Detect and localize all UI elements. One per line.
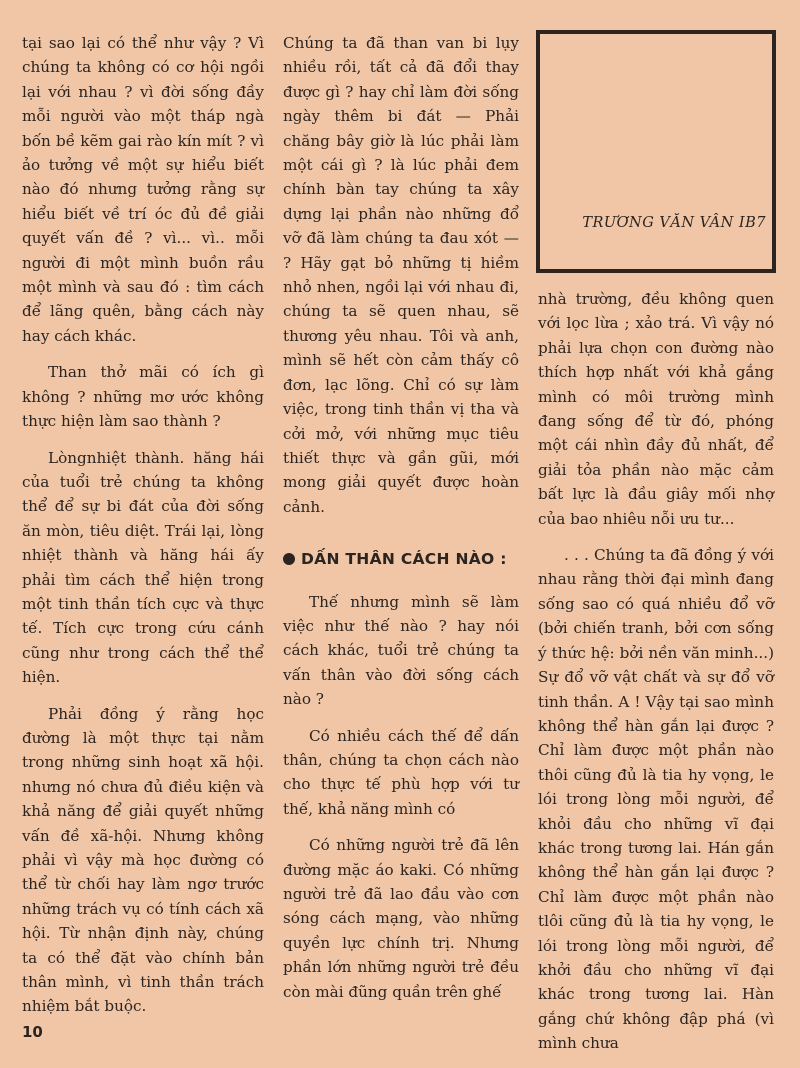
article-column-1 xyxy=(22,31,264,1031)
paragraph: Có những người trẻ đã lên đường mặc áo kaki. Có những người trẻ đã lao đầu vào cơn sóng cách mạng, vào những quyền lực chính trị. Nhưng phần lớn những người trẻ đều còn mài đũng quần trên ghế xyxy=(283,836,519,1001)
author-byline: TRƯƠNG VĂN VÂN IB7 xyxy=(582,215,766,231)
paragraph: Phải đồng ý rằng học đường là một thực tại nằm trong những sinh hoạt xã hội. nhưng nó chưa đủ điều kiện và khả năng để giải quyết những vấn đề xã-hội. Nhưng không phải vì vậy mà học đường có thể từ chối hay làm ngơ trước những trách vụ có tính cách xã hội. Từ nhận định này, chúng ta có thể đặt vào chính bản thân mình, vì tinh thần trách nhiệm bắt buộc. xyxy=(22,704,264,1016)
paragraph: Thế nhưng mình sẽ làm việc như thế nào ? hay nói cách khác, tuổi trẻ chúng ta vấn thân vào đời sống cách nào ? xyxy=(283,592,519,709)
paragraph: Than thở mãi có ích gì không ? những mơ ước không thực hiện làm sao thành ? xyxy=(22,363,264,431)
page-number: 10 xyxy=(22,1023,43,1041)
paragraph: Lòngnhiệt thành. hăng hái của tuổi trẻ chúng ta không thể để sự bi đát của đời sống ăn mòn, tiêu diệt. Trái lại, lòng nhiệt thành và hăng hái ấy phải tìm cách thể hiện trong một tinh thần tích cực và thực tế. Tích cực trong cứu cánh cũng như trong cách thể thể hiện. xyxy=(22,448,264,687)
paragraph: Chúng ta đã than van bi lụy nhiều rồi, tất cả đã đổi thay được gì ? hay chỉ làm đời sống ngày thêm bi đát — Phải chăng bây giờ là lúc phải làm một cái gì ? là lúc phải đem chính bàn tay chúng ta xây dựng lại phần nào những đổ vỡ đã làm chúng ta đau xót — ? Hãy gạt bỏ những tị hiềm nhỏ nhen, ngồi lại với nhau đi, chúng ta sẽ quen nhau, sẽ thương yêu nhau. Tôi và anh, mình sẽ hết còn cảm thấy cô đơn, lạc lõng. Chỉ có sự làm việc, trong tinh thần vị tha và cởi mở, với những mục tiêu thiết thực và gần gũi, mới mong giải quyết được hoàn cảnh. xyxy=(283,34,519,516)
paragraph: tại sao lại có thể như vậy ? Vì chúng ta không có cơ hội ngồi lại với nhau ? vì đời sống đầy mỗi người vào một tháp ngà bốn bề kẽm gai rào kín mít ? vì ảo tưởng về một sự hiểu biết nào đó nhưng tưởng rằng sự hiểu biết về trí óc đủ đề giải quyết vấn đề ? vì... vì.. mỗi người đi một mình buồn rầu một mình và sau đó : tìm cách để lãng quên, bằng cách này hay cách khác. xyxy=(22,34,264,345)
article-column-3 xyxy=(538,287,774,1068)
bullet-icon xyxy=(283,553,295,565)
paragraph: . . . Chúng ta đã đồng ý với nhau rằng thời đại mình đang sống sao có quá nhiều đổ vỡ (bởi chiến tranh, bởi cơn sống ý thức hệ: bởi nền văn minh...) Sự đổ vỡ vật chất và sự đổ vỡ tinh thần. A ! Vậy tại sao mình không thể hàn gắn lại được ? Chỉ làm được một phần nào thôi cũng đủ là tia hy vọng, le lói trong lòng mỗi người, để khỏi đầu cho những vĩ đại khác trong tương lai. Hán gắn không thể hàn gắn lại được ? Chỉ làm được một phần nào tlôi cũng đủ là tia hy vọng, le lói trong lòng mỗi người, để khởi đầu cho những vĩ đại khác trong tương lai. Hàn gắng chứ không đập phá (vì mình chưa xyxy=(538,546,774,1053)
paragraph: nhà trường, đều không quen với lọc lừa ; xảo trá. Vì vậy nó phải lựa chọn con đường nào thích hợp nhất với khả gắng mình có môi trường mình đang sống để từ đó, phóng một cái nhìn đầy đủ nhất, để giải tỏa phần nào mặc cảm bất lực là đầu giây mối nhợ của bao nhiêu nỗi ưu tư... xyxy=(538,290,774,528)
author-box xyxy=(536,30,776,273)
article-column-2 xyxy=(283,31,519,1016)
section-heading xyxy=(283,547,519,571)
paragraph: Có nhiều cách thế để dấn thân, chúng ta chọn cách nào cho thực tế phù hợp với tư thế, khả năng mình có xyxy=(283,726,519,818)
section-heading-text: DẤN THÂN CÁCH NÀO : xyxy=(301,550,507,569)
